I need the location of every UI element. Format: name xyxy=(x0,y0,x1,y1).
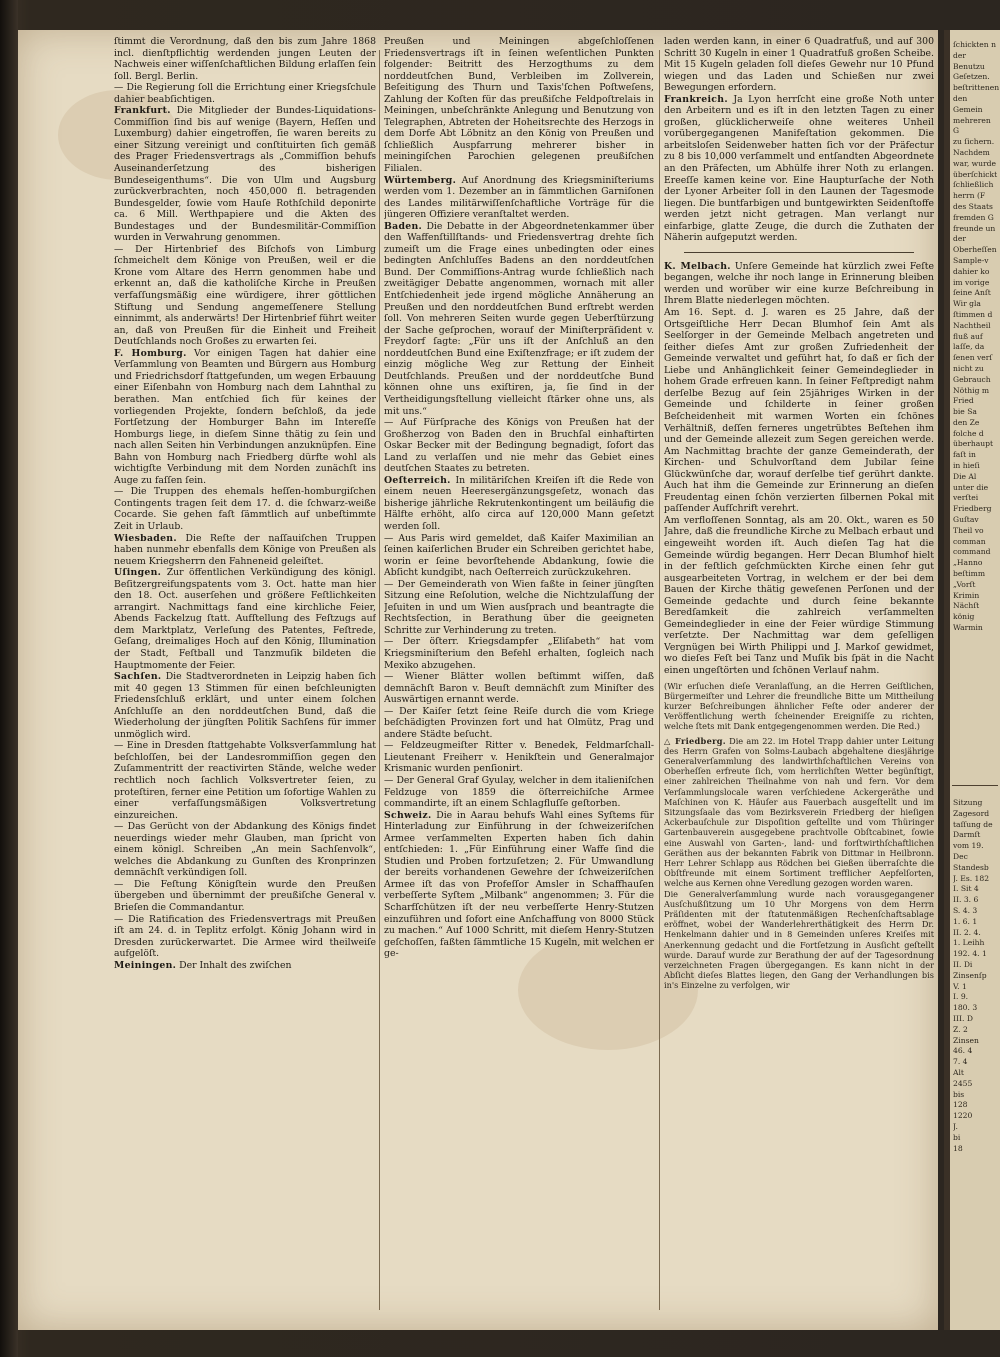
adjacent-page-strip xyxy=(944,30,1000,1330)
article-paragraph xyxy=(664,681,934,732)
article-text: Die Mitglieder der Bundes-Liquidations-Commiſſion ſind bis auf wenige (Bayern, Heſſen und Luxemburg) dahier eingetroffen, ſie waren bereits zu einer Sitzung vereinigt und conſtituirten ſich gemäß des Prager Friedensvertrags als „Commiſſion behufs Auseinanderſetzung des bisherigen Bundeseigenthums“. Die von Ulm und Augsburg zurückverbrachten, noch 450,000 fl. betragenden Bundesgelder, ſowie vom Hauſe Rothſchild deponirte ca. 6 Mill. Werthpapiere und die Akten des Bundestages und der Bundesmilitär-Commiſſion wurden in Verwahrung genommen. — Der Hirtenbrief des Biſchofs von Limburg ſchmeichelt dem Könige von Preußen, weil er die Krone vom Altare des Herrn genommen habe und erkennt an, daß die katholiſche Kirche in Preußen verfaſſungsmäßig eine würdigere, ihrer göttlichen Stiftung und Sendung angemeſſenere Stellung einnimmt, als anderwärts! Der Hirtenbrief führt weiter an, daß von Preußen für die Einheit und Freiheit Deutſchlands noch Großes zu erwarten ſei. xyxy=(114,105,376,348)
article-dateline: Oeſterreich. xyxy=(384,474,451,486)
column-1 xyxy=(114,36,376,971)
adjacent-page-text-top: ſchickten n der Benutzu Geſetzen. beſtrittenen den Gemein mehreren G zu ſichern. Nachdem war, wurde überſchickt ſchließlich herrn (F des Staats fremden G freunde un der Oberheſſen Sample-v dahier ko im vorige ſeine Anſt Wir gla ſtimmen d Nachtheil fluß auf laſſe, da ſenen verſ nicht zu Gebrauch Nöthig m Fried bie Sa den Ze folche d überhaupt faſt in in hieſi Die Al unter die verſtei Friedberg Guſtav Theil vo comman command „Hanno beſtimm „Vorſt Krimin Nächſt könig Warmin xyxy=(953,40,999,633)
article-text: In militäriſchen Kreiſen iſt die Rede von einem neuen Heeresergänzungsgeſetz, wonach das bisherige jährliche Rekrutenkontingent um beiläufig die Hälfte erhöht, alſo circa auf 120,000 Mann geſetzt werden ſoll. — Aus Paris wird gemeldet, daß Kaiſer Maximilian an ſeinen kaiſerlichen Bruder ein Schreiben gerichtet habe, worin er ſeine bevorſtehende Abdankung, ſowie die Abſicht kundgibt, nach Oeſterreich zurückzukehren. — Der Gemeinderath von Wien faßte in ſeiner jüngſten Sitzung eine Reſolution, welche die Nichtzulaſſung der Jeſuiten in und um Wien ausſprach und beantragte die Rechtsſection, in Berathung über die geeigneten Schritte zur Verhinderung zu treten. — Der öſterr. Kriegsdampfer „Eliſabeth“ hat vom Kriegsminiſterium den Befehl erhalten, ſogleich nach Mexiko abzugehen. — Wiener Blätter wollen beſtimmt wiſſen, daß demnächſt Baron v. Beuſt demnächſt zum Miniſter des Auswärtigen ernannt werde. — Der Kaiſer ſetzt ſeine Reiſe durch die vom Kriege beſchädigten Provinzen fort und hat Olmütz, Prag und andere Städte beſucht. — Feldzeugmeiſter Ritter v. Benedek, Feldmarſchall-Lieutenant Freiherr v. Henikſtein und Generalmajor Krismanic wurden penſionirt. — Der General Graf Gyulay, welcher in dem italieniſchen Feldzuge von 1859 die öſterreichiſche Armee commandirte, iſt an einem Schlagfluſſe geſtorben. xyxy=(384,474,654,810)
article-paragraph xyxy=(114,533,376,568)
article-paragraph xyxy=(664,94,934,244)
article-paragraph xyxy=(114,348,376,533)
article-text: Vor einigen Tagen hat dahier eine Verſammlung von Beamten und Bürgern aus Homburg und Friedrichsdorf ſtattgefunden, um wegen Erbauung einer Eiſenbahn von Homburg nach dem Lahnthal zu berathen. Man entſchied ſich für keines der vorliegenden Projekte, ſondern beſchloß, da jede Fortſetzung der Homburger Bahn im Intereſſe Homburgs liege, in dieſem Sinne thätig zu ſein und nach allen Seiten hin Verbindungen anzuknüpfen. Eine Bahn von Homburg nach Friedberg dürfte wohl als wichtigſte Verbindung mit dem Norden zunächſt ins Auge zu faſſen ſein. — Die Truppen des ehemals heſſen-homburgiſchen Contingents tragen ſeit dem 17. d. die ſchwarz-weiße Cocarde. Sie gehen faſt ſämmtlich auf unbeſtimmte Zeit in Urlaub. xyxy=(114,347,376,532)
article-dateline: △ Friedberg. xyxy=(664,735,726,746)
article-dateline: Schweiz. xyxy=(384,809,432,821)
article-paragraph xyxy=(384,221,654,475)
article-paragraph xyxy=(384,810,654,960)
article-paragraph xyxy=(114,105,376,347)
article-text: Zur öffentlichen Verkündigung des königl. Beſitzergreifungspatents vom 3. Oct. hatte man hier den 18. Oct. auserſehen und größere Feſtlichkeiten arrangirt. Nachmittags fand eine kirchliche Feier, Abends Fackelzug ſtatt. Aufſtellung des Feſtzugs auf dem Marktplatz, Verleſung des Patentes, Feſtrede, Geſang, dreimaliges Hoch auf den König, Illumination der Stadt, Feſtball und Tanzmuſik bildeten die Hauptmomente der Feier. xyxy=(114,567,376,671)
article-text: laden werden kann, in einer 6 Quadratfuß, und auf 300 Schritt 30 Kugeln in einer 1 Quadratfuß großen Scheibe. Mit 15 Kugeln geladen ſoll dieſes Gewehr nur 10 Pfund wiegen und das Laden und Schießen nur zwei Bewegungen erfordern. xyxy=(664,36,934,94)
article-paragraph xyxy=(664,736,934,991)
article-paragraph xyxy=(114,36,376,105)
adjacent-page-text-mid: Sitzung Zagesord taſſung de Darmſt vom 19. Dec Standesb J. Es. 182 I. Sit 4 II. 3. 6 S. 4. 3 1. 6. 1 II. 2. 4. 1. Leihh 192. 4. 1 II. Di Zinsenſp V. 1 I. 9. 180. 3 III. D Z. 2 Zinsen 46. 4 7. 4 Alt 2455 bis 128 1220 J. bi 18 xyxy=(953,798,993,1153)
column-3 xyxy=(664,36,934,991)
article-text: ſtimmt die Verordnung, daß den bis zum Jahre 1868 incl. dienſtpflichtig werdenden jungen Leuten der Nachweis einer wiſſenſchaftlichen Bildung erlaſſen ſein ſoll. Bergl. Berlin. — Die Regierung ſoll die Errichtung einer Kriegsſchule dahier beabſichtigen. xyxy=(114,36,376,105)
article-paragraph xyxy=(664,261,934,677)
article-paragraph xyxy=(114,671,376,960)
article-dateline: F. Homburg. xyxy=(114,347,187,359)
article-text: Preußen und Meiningen abgeſchloſſenen Friedensvertrags iſt in ſeinen weſentlichen Punkten folgender: Beitritt des Herzogthums zu dem norddeutſchen Bund, Verbleiben im Zollverein, Beſeitigung des Thurn und Taxis'ſchen Poſtweſens, Zahlung der Koſten für das preußiſche Feldpoſtrelais in Meiningen, unbeſchränkte Anlegung und Benutzung von Telegraphen, Abtreten der Hoheitsrechte des Herzogs in dem Dorfe Abt Löbnitz an den König von Preußen und ſchließlich Auspfarrung mehrerer bisher in meiningiſchen Parochien gelegenen preußiſchen Filialen. xyxy=(384,36,654,175)
column-rule xyxy=(659,50,660,1310)
article-dateline: Wiesbaden. xyxy=(114,532,177,544)
article-text: Ja Lyon herrſcht eine große Noth unter den Arbeitern und es iſt in den letzten Tagen zu einer großen, glücklicherweiſe ohne weiteres Unheil vorübergegangenen Manifeſtation gekommen. Die arbeitsloſen Seidenweber hatten ſich vor der Präfectur zu 8 bis 10,000 verſammelt und entſandten Abgeordnete an den Präfecten, um Abhülfe ihrer Noth zu erlangen. Ereeſſe kamen keine vor. Eine Haupturſache der Noth der Lyoner Arbeiter ſoll in den Launen der Tagesmode liegen. Die buntfarbigen und buntgewirkten Seidenſtoffe werden jetzt nicht getragen. Man verlangt nur einfarbige, glatte Zeuge, die durch die Zuthaten der Näherin aufgeputzt werden. xyxy=(664,93,934,244)
article-text: Die am 22. im Hotel Trapp dahier unter Leitung des Herrn Grafen von Solms-Laubach abgehaltene diesjährige Generalverſammlung des landwirthſchaftlichen Vereins von Oberheſſen erfreute ſich, vom herrlichſten Wetter begünſtigt, einer zahlreichen Theilnahme von nah und fern. Vor dem Verſammlungslocale waren verſchiedene Ackergeräthe und Maſchinen von K. Häuſer aus Fauerbach ausgeſtellt und im Sitzungsſaale das vom Bezirksverein Friedberg der hieſigen Ackerbauſchule zur Dispoſition geſtellte und vom Thüringer Gartenbauverein ausgegebene prachtvolle Obſtcabinet, ſowie eine Auswahl von Garten-, land- und forſtwirthſchaftlichen Geräthen aus der bekannten Fabrik von Dittmar in Heilbronn. Herr Lehrer Schlapp aus Rödchen bei Gießen überraſchte die Obſtfreunde mit einem Sortiment trefflicher Aepfelſorten, welche aus Kernen ohne Veredlung gezogen worden waren. Die Generalverſammlung wurde nach vorausgegangener Ausſchußſitzung um 10 Uhr Morgens von dem Herrn Präſidenten mit der ſtatutenmäßigen Rechenſchaftsablage eröffnet, wobei der Wanderlehrerthätigkeit des Herrn Dr. Henkelmann dahier und in 8 Gemeinden unſeres Kreiſes mit Anerkennung gedacht und die Fortſetzung in Ausſicht geſtellt wurde. Darauf wurde zur Berathung der auf der Tagesordnung verzeichneten Fragen übergegangen. Es kann nicht in der Abſicht dieſes Blattes liegen, den Gang der Verhandlungen bis in's Einzelne zu verfolgen, wir xyxy=(664,735,934,991)
article-dateline: Baden. xyxy=(384,220,423,232)
newspaper-page xyxy=(18,30,938,1330)
article-dateline: Sachſen. xyxy=(114,671,162,683)
adjacent-page-rule xyxy=(952,785,998,786)
article-text: (Wir erſuchen dieſe Veranlaſſung, an die Herren Geiſtlichen, Bürgermeiſter und Lehrer die freundliche Bitte um Mittheilung kurzer Beſchreibungen ähnlicher Feſte oder anderer der Veröffentlichung werth ſcheinender Ereigniſſe zu richten, welche ſtets mit Dank entgegengenommen werden. Die Red.) xyxy=(664,680,934,732)
article-text: Die Reſte der naſſauiſchen Truppen haben nunmehr ebenfalls dem Könige von Preußen als neuem Kriegsherrn den Fahneneid geleiſtet. xyxy=(114,532,376,567)
book-spine xyxy=(0,0,18,1357)
article-dateline: Uſingen. xyxy=(114,567,162,579)
article-text: Die Stadtverordneten in Leipzig haben ſich mit 40 gegen 13 Stimmen für einen beſchleunigten Friedensſchluß erklärt, und unter einem ſolchen Anſchluſſe an den norddeutſchen Bund, daß die Wiederholung der jüngſten Politik Sachſens für immer unmöglich wird. — Eine in Dresden ſtattgehabte Volksverſammlung hat beſchloſſen, bei der Landesrommiſſion gegen den Zuſammentritt der reactivirten Stände, welche weder rechtlich noch ſachlich Volksvertreter ſeien, zu proteſtiren, ferner eine Petition um ſofortige Wahlen zu einer verfaſſungsmäßigen Volksvertretung einzureichen. — Das Gerücht von der Abdankung des Königs findet neuerdings wieder mehr Glauben, man ſpricht von einem königl. Schreiben „An mein Sachſenvolk“, welches die Abdankung zu Gunſten des Kronprinzen demnächſt verkündigen ſoll. — Die Feſtung Königſtein wurde den Preußen übergeben und übernimmt der preußiſche General v. Brieſen die Commandantur. — Die Ratification des Friedensvertrags mit Preußen iſt am 24. d. in Teplitz erfolgt. König Johann wird in Dresden zurückerwartet. Die Armee wird theilweiſe aufgelöſt. xyxy=(114,671,376,960)
article-dateline: Frankfurt. xyxy=(114,105,171,117)
article-paragraph xyxy=(384,475,654,810)
article-paragraph xyxy=(384,175,654,221)
column-2 xyxy=(384,36,654,960)
article-dateline: Würtemberg. xyxy=(384,174,457,186)
article-paragraph xyxy=(664,36,934,94)
article-text: Die in Aarau behufs Wahl eines Syſtems für Hinterladung zur Einführung in der ſchweizeriſchen Armee verſammelten Experten haben ſich dahin entſchieden: 1. „Für Einführung einer Waffe ſind die Studien und Proben fortzuſetzen; 2. Für Umwandlung der bereits vorhandenen Gewehre der ſchweizeriſchen Armee iſt das von Profeſſor Amsler in Schaffhauſen verbeſſerte Syſtem „Milbank“ angenommen; 3. Für die Scharfſchützen iſt der neu verbeſſerte Henry-Stutzen einzuführen und ſofort eine Anſchaffung von 8000 Stück zu machen.“ Auf 1000 Schritt, mit dieſem Henry-Stutzen geſchoſſen, faßten ſämmtliche 15 Kugeln, mit welchen er ge- xyxy=(384,809,654,960)
article-dateline: K. Melbach. xyxy=(664,260,731,272)
article-text: Unſere Gemeinde hat kürzlich zwei Feſte begangen, welche ihr noch lange in Erinnerung bleiben werden und worüber wir eine kurze Beſchreibung in Ihrem Blatte niederlegen möchten. Am 16. Sept. d. J. waren es 25 Jahre, daß der Ortsgeiſtliche Herr Decan Blumhof ſein Amt als Seelſorger in der Gemeinde Melbach angetreten und ſeither dieſes Amt zur großen Zufriedenheit der Gemeinde verwaltet und geführt hat, ſo daß er ſich der Liebe und Anhänglichkeit ſeiner Gemeindeglieder in hohem Grade erfreuen kann. In ſeiner Feſtpredigt nahm derſelbe Bezug auf ſein 25jähriges Wirken in der Gemeinde und ſchilderte in ſeiner großen Beſcheidenheit mit warmen Worten ein ſchönes Verhältniß, deſſen ferneres ungetrübtes Beſtehen ihm und der Gemeinde allezeit zum Segen gereichen werde. Am Nachmittag brachte der ganze Gemeinderath, der Kirchen- und Schulvorſtand dem Jubilar ſeine Glückwünſche dar, worauf derſelbe tief gerührt dankte. Auch hat ihm die Gemeinde zur Erinnerung an dieſen Freudentag einen ſchön verzierten ſilbernen Pokal mit paſſender Aufſchrift verehrt. Am verfloſſenen Sonntag, als am 20. Okt., waren es 50 Jahre, daß die freundliche Kirche zu Melbach erbaut und eingeweiht worden iſt. Auch dieſen Tag hat die Gemeinde würdig begangen. Herr Decan Blumhof hielt in der feſtlich geſchmückten Kirche einen ſehr gut ausgearbeiteten Vortrag, in welchem er der bei dem Bauen der Kirche thätig geweſenen Perſonen und der Gemeinde gedachte und durch ſeine bekannte Beredſamkeit die zahlreich verſammelten Gemeindeglieder in eine der Feier würdige Stimmung verſetzte. Der Nachmittag war dem geſelligen Vergnügen bei Wirth Philippi und J. Markoſ gewidmet, wo dieſes Feſt bei Tanz und Muſik bis ſpät in die Nacht einen ungeſtörten und ſchönen Verlauf nahm. xyxy=(664,260,934,676)
column-rule xyxy=(379,50,380,1310)
article-text: Die Debatte in der Abgeordnetenkammer über den Waffenſtillſtands- und Friedensvertrag drehte ſich zumeiſt um die Frage eines unbedingten oder eines bedingten Anſchluſſes Badens an den norddeutſchen Bund. Der Commiſſions-Antrag wurde ſchließlich nach zweitägiger Debatte angenommen, wornach mit aller Entſchiedenheit jede irgend mögliche Annäherung an Preußen und den norddeutſchen Bund erſtrebt werden ſoll. Von mehreren Seiten wurde gegen Ueberſtürzung der Sache geſprochen, worauf der Miniſterpräſident v. Freydorf ſagte: „Für uns iſt der Anſchluß an den norddeutſchen Bund eine Exiſtenzfrage; er iſt zudem der einzig mögliche Weg zur Rettung der Einheit Deutſchlands. Preußen und der norddeutſche Bund können ohne uns exiſtiren, ja, ſie ſind in der Vertheidigungsſtellung vielleicht ſtärker ohne uns, als mit uns.“ — Auf Fürſprache des Königs von Preußen hat der Großherzog von Baden den in Bruchſal einhaftirten Oskar Becker mit der Bedingung begnadigt, ſofort das Land zu verlaſſen und nie mehr das Gebiet eines deutſchen Staates zu betreten. xyxy=(384,220,654,475)
section-divider xyxy=(684,252,914,253)
article-paragraph xyxy=(384,36,654,175)
article-text: Auf Anordnung des Kriegsminiſteriums werden vom 1. Dezember an in ſämmtlichen Garniſonen des Landes militärwiſſenſchaftliche Vorträge für die jüngeren Offiziere veranſtaltet werden. xyxy=(384,174,654,221)
article-paragraph xyxy=(114,567,376,671)
article-dateline: Frankreich. xyxy=(664,93,728,105)
article-dateline: Meiningen. xyxy=(114,959,177,971)
article-text: Der Inhalt des zwiſchen xyxy=(179,959,292,971)
article-paragraph xyxy=(114,960,376,972)
